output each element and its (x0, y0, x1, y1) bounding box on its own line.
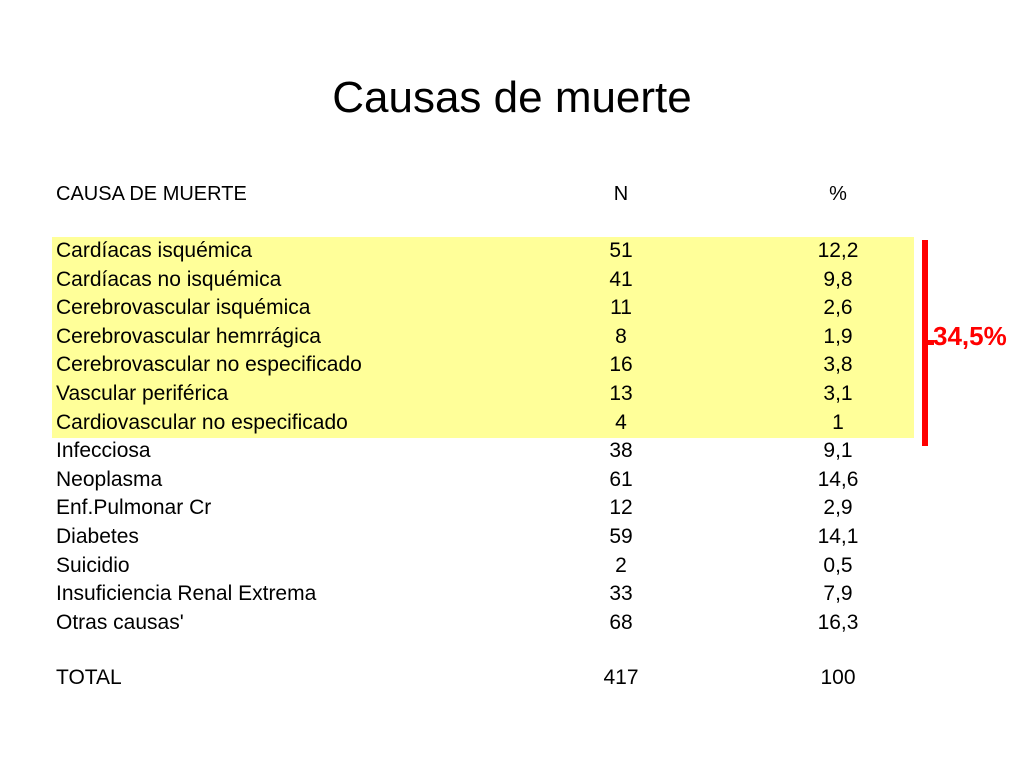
table-row (56, 237, 916, 266)
table-row (56, 294, 916, 323)
cause-cell: Insuficiencia Renal Extrema (56, 582, 317, 606)
pct-cell: 9,1 (823, 439, 853, 463)
table-row (56, 523, 916, 552)
cause-cell: Suicidio (56, 553, 130, 577)
pct-cell: 1,9 (823, 324, 853, 348)
cause-cell: Vascular periférica (56, 382, 229, 405)
page-title: Causas de muerte (332, 73, 692, 122)
n-cell: 68 (609, 610, 633, 634)
total-pct: 100 (820, 666, 856, 689)
n-cell: 8 (615, 324, 627, 348)
pct-cell: 16,3 (817, 610, 859, 634)
pct-cell: 7,9 (823, 582, 853, 606)
bracket-percentage-label: 34,5% (933, 321, 1007, 351)
cause-cell: Enf.Pulmonar Cr (56, 496, 212, 520)
n-cell: 59 (609, 525, 633, 548)
table-row (56, 380, 916, 409)
n-cell: 12 (609, 496, 633, 520)
n-cell: 51 (609, 239, 633, 262)
table-row (56, 409, 916, 438)
total-row (56, 664, 916, 693)
table-row (56, 266, 916, 295)
table-row (56, 494, 916, 523)
table-header (56, 180, 916, 209)
pct-cell: 14,1 (817, 525, 859, 548)
table-row (56, 466, 916, 495)
pct-cell: 0,5 (823, 553, 853, 577)
cause-cell: Cerebrovascular no especificado (56, 353, 362, 377)
cause-cell: Cardiovascular no especificado (56, 410, 348, 434)
cause-cell: Cardíacas isquémica (56, 239, 253, 262)
n-cell: 11 (610, 296, 632, 320)
cause-cell: Cerebrovascular isquémica (56, 296, 311, 320)
cause-cell: Neoplasma (56, 467, 163, 491)
pct-cell: 3,8 (823, 353, 853, 377)
cause-cell: Cardíacas no isquémica (56, 267, 282, 291)
table-row (56, 351, 916, 380)
header-n: N (613, 183, 629, 205)
bracket-icon (920, 240, 934, 446)
n-cell: 2 (615, 553, 627, 577)
cause-cell: Diabetes (56, 525, 139, 548)
pct-cell: 9,8 (823, 267, 853, 291)
pct-cell: 3,1 (823, 382, 853, 405)
cause-cell: Infecciosa (56, 439, 151, 463)
header-cause: CAUSA DE MUERTE (56, 183, 247, 205)
table-row (56, 609, 916, 638)
n-cell: 41 (609, 267, 633, 291)
table-row (56, 552, 916, 581)
pct-cell: 2,9 (823, 496, 853, 520)
header-pct: % (829, 183, 847, 205)
table-row (56, 437, 916, 466)
n-cell: 13 (609, 382, 633, 405)
total-label: TOTAL (56, 666, 122, 689)
n-cell: 4 (615, 410, 627, 434)
table-row (56, 580, 916, 609)
pct-cell: 12,2 (817, 239, 859, 262)
cause-cell: Otras causas' (56, 610, 184, 634)
total-n: 417 (603, 666, 639, 689)
table-row (56, 323, 916, 352)
n-cell: 38 (609, 439, 633, 463)
pct-cell: 1 (832, 410, 844, 434)
n-cell: 61 (609, 467, 633, 491)
pct-cell: 2,6 (823, 296, 853, 320)
n-cell: 16 (609, 353, 633, 377)
cause-cell: Cerebrovascular hemrrágica (56, 324, 321, 348)
pct-cell: 14,6 (817, 467, 859, 491)
n-cell: 33 (609, 582, 633, 606)
